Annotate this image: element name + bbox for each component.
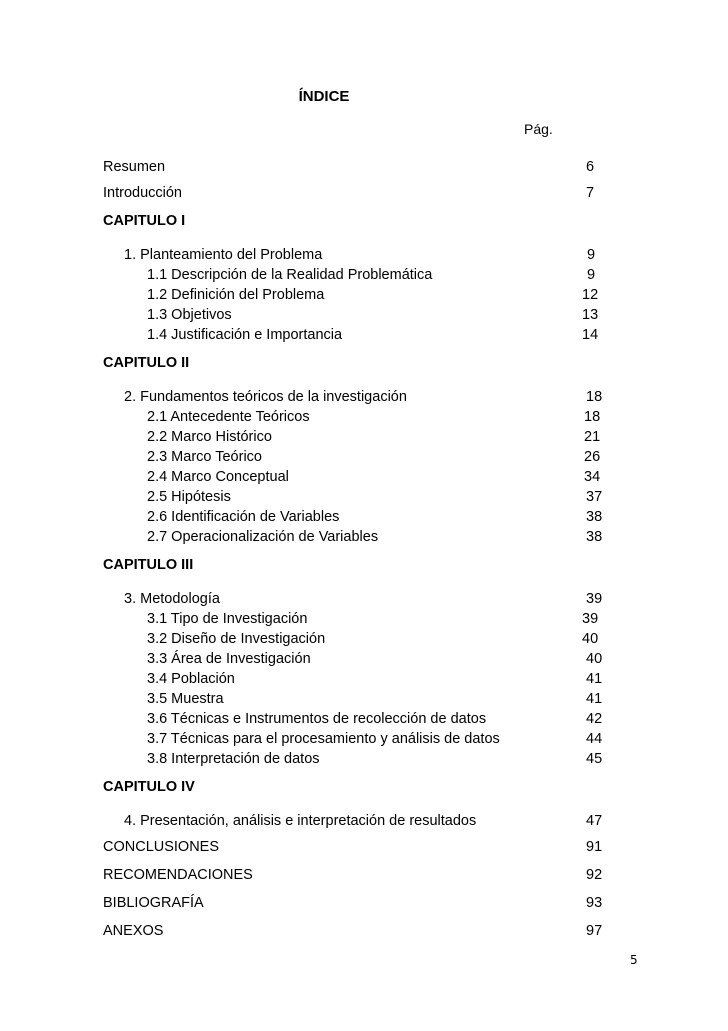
toc-entry [147,326,610,344]
toc-entry [147,448,610,466]
toc-entry-label: 1. Planteamiento del Problema [124,247,323,263]
chapter-heading [103,212,610,230]
toc-entry [124,388,610,406]
toc-entry-page: 38 [586,509,603,525]
toc-entry-page: 38 [586,529,603,545]
toc-entry-label: RECOMENDACIONES [103,867,253,883]
toc-entry-page: 26 [584,449,601,465]
chapter-heading [103,354,610,372]
toc-entry [147,730,610,748]
toc-entry-label: CAPITULO II [103,355,190,371]
toc-entry-label: 2.2 Marco Histórico [147,429,272,445]
toc-entry-page: 6 [586,159,595,175]
toc-entry [147,528,610,546]
page-number: 5 [630,953,638,967]
toc-entry-page: 47 [586,813,603,829]
toc-entry-label: Resumen [103,159,166,175]
toc-entry-page: 9 [587,247,596,263]
toc-entry-label: 2.3 Marco Teórico [147,449,262,465]
toc-entry-page: 91 [586,839,603,855]
toc-entry [103,158,610,176]
toc-entry-page: 18 [586,389,603,405]
toc-entry-label: 1.2 Definición del Problema [147,287,325,303]
toc-entry-label: 2. Fundamentos teóricos de la investigación [124,389,407,405]
toc-entry-label: CAPITULO I [103,213,186,229]
toc-entry-label: 3.4 Población [147,671,235,687]
toc-entry-page: 42 [586,711,603,727]
toc-entry-label: 2.1 Antecedente Teóricos [147,409,310,425]
toc-entry [103,894,610,912]
toc-entry-page: 39 [582,611,599,627]
toc-entry [147,286,610,304]
toc-entry-label: 2.5 Hipótesis [147,489,231,505]
page-title: ÍNDICE [298,88,350,105]
toc-entry-label: CONCLUSIONES [103,839,220,855]
toc-entry-label: 3.5 Muestra [147,691,224,707]
toc-entry-label: 4. Presentación, análisis e interpretación de resultados [124,813,477,829]
toc-entry-label: CAPITULO III [103,557,194,573]
toc-entry-page: 18 [584,409,601,425]
toc-entry-page: 14 [582,327,599,343]
toc-entry-page: 40 [582,631,599,647]
toc-entry [147,630,610,648]
toc-entry [124,246,610,264]
toc-entry [147,266,610,284]
toc-entry-page: 39 [586,591,603,607]
toc-entry [147,508,610,526]
toc-entry-page: 97 [586,923,603,939]
toc-entry-label: 2.7 Operacionalización de Variables [147,529,379,545]
chapter-heading [103,778,610,796]
toc-entry-label: Introducción [103,185,182,201]
toc-entry-page: 41 [586,691,603,707]
toc-entry-page: 12 [582,287,599,303]
toc-entry-label: 2.6 Identificación de Variables [147,509,340,525]
toc-entry-label: 3.8 Interpretación de datos [147,751,320,767]
toc-entry [147,306,610,324]
toc-entry-page: 7 [586,185,595,201]
toc-entry-label: ANEXOS [103,923,164,939]
toc-entry-label: CAPITULO IV [103,779,195,795]
toc-entry [147,428,610,446]
toc-entry [147,690,610,708]
toc-entry-page: 45 [586,751,603,767]
toc-entry [147,610,610,628]
toc-entry-page: 37 [586,489,603,505]
toc-entry-page: 9 [587,267,596,283]
toc-entry-label: 1.1 Descripción de la Realidad Problemática [147,267,433,283]
toc-entry [103,838,610,856]
toc-entry [147,710,610,728]
toc-entry-label: 3.1 Tipo de Investigación [147,611,308,627]
toc-entry [147,468,610,486]
toc-entry-page: 93 [586,895,603,911]
toc-entry [147,750,610,768]
toc-entry [147,670,610,688]
toc-entry [147,650,610,668]
toc-entry-page: 41 [586,671,603,687]
toc-entry-label: 2.4 Marco Conceptual [147,469,289,485]
toc-entry-label: 1.3 Objetivos [147,307,232,323]
toc-entry-label: 1.4 Justificación e Importancia [147,327,343,343]
toc-entry-page: 13 [582,307,599,323]
toc-entry-page: 92 [586,867,603,883]
toc-entry [124,590,610,608]
toc-entry [103,922,610,940]
page-column-label: Pág. [524,121,553,137]
toc-entry-label: BIBLIOGRAFÍA [103,895,204,911]
toc-entry-label: 3. Metodología [124,591,220,607]
toc-entry-page: 40 [586,651,603,667]
toc-entry [147,488,610,506]
toc-entry [147,408,610,426]
toc-entry-page: 44 [586,731,603,747]
chapter-heading [103,556,610,574]
toc-entry [103,184,610,202]
toc-entry-label: 3.7 Técnicas para el procesamiento y análisis de datos [147,731,500,747]
toc-entry [124,812,610,830]
toc-entry-page: 34 [584,469,601,485]
toc-entry [103,866,610,884]
toc-entry-label: 3.3 Área de Investigación [147,651,311,667]
toc-entry-page: 21 [584,429,601,445]
toc-entry-label: 3.2 Diseño de Investigación [147,631,326,647]
toc-entry-label: 3.6 Técnicas e Instrumentos de recolección de datos [147,711,487,727]
